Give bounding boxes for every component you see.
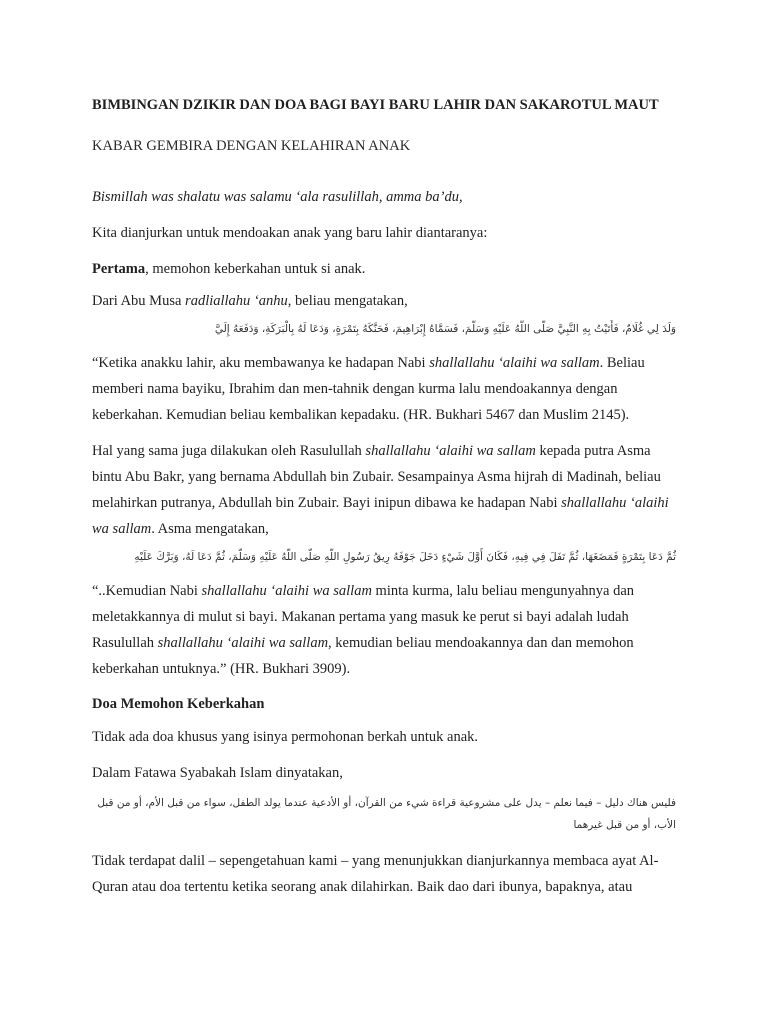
document-subtitle: KABAR GEMBIRA DENGAN KELAHIRAN ANAK xyxy=(92,138,411,154)
quote-1-salawat: shallallahu ‘alaihi wa sallam xyxy=(429,355,600,371)
opening-text: Bismillah was shalatu was salamu ‘ala rasulillah, amma ba’du, xyxy=(92,189,463,205)
quote-2-salawat-2: shallallahu ‘alaihi wa sallam xyxy=(157,635,329,651)
arabic-fatwa: فليس هناك دليل – فيما نعلم – يدل على مشروعية قراءة شيء من القرآن، أو الأدعية عندما يولد الطفل، سواء من قبل الأم، أو من قبل الأب، أو من قبل غيرهما xyxy=(97,797,676,831)
quote-2-paragraph xyxy=(92,578,676,682)
document-title: BIMBINGAN DZIKIR DAN DOA BAGI BAYI BARU LAHIR DAN SAKAROTUL MAUT xyxy=(92,97,659,113)
quote-2-part-a: “..Kemudian Nabi xyxy=(92,583,202,599)
quote-2-part-c: minta kurma, lalu beliau mengunyahnya dan meletakkannya di mulut si bayi. Makanan pertama yang masuk ke perut si bayi adalah ludah Rasulullah xyxy=(92,583,635,651)
asma-salawat-2: shallallahu ‘alaihi wa sallam xyxy=(92,495,669,537)
quote-1-paragraph xyxy=(92,350,676,428)
quote-2-part-e: , kemudian beliau mendoakannya dan dan memohon keberkahan untuknya.” (HR. Bukhari 3909). xyxy=(92,635,634,677)
pertama-paragraph xyxy=(92,256,676,282)
no-specific-paragraph: Tidak ada doa khusus yang isinya permohonan berkah untuk anak. xyxy=(92,729,479,745)
quote-1-part-a: “Ketika anakku lahir, aku membawanya ke hadapan Nabi xyxy=(92,355,430,371)
quote-1-part-c: . Beliau memberi nama bayiku, Ibrahim dan men-tahnik dengan kurma lalu mendoakannya dengan keberkahan. Kemudian beliau kembalikan kepadaku. (HR. Bukhari 5467 dan Muslim 2145). xyxy=(92,355,645,423)
fatawa-paragraph: Dalam Fatawa Syabakah Islam dinyatakan, xyxy=(92,765,343,781)
asma-salawat-1: shallallahu ‘alaihi wa sallam xyxy=(365,443,536,459)
asma-part-c: kepada putra Asma bintu Abu Bakr, yang bernama Abdullah bin Zubair. Sesampainya Asma hijrah di Madinah, beliau melahirkan putranya, Abdullah bin Zubair. Bayi inipun dibawa ke hadapan Nabi xyxy=(92,443,661,511)
quote-2-salawat-1: shallallahu ‘alaihi wa sallam xyxy=(201,583,372,599)
asma-part-a: Hal yang sama juga dilakukan oleh Rasulullah xyxy=(92,443,366,459)
abu-musa-honorific: radliallahu ‘anhu xyxy=(185,293,288,309)
intro-paragraph: Kita dianjurkan untuk mendoakan anak yang baru lahir diantaranya: xyxy=(92,225,488,241)
opening-line xyxy=(92,184,676,210)
abu-musa-paragraph xyxy=(92,288,676,314)
pertama-text: , memohon keberkahan untuk si anak. xyxy=(145,261,366,277)
arabic-hadith-2: ثُمَّ دَعَا بِتَمْرَةٍ فَمَضَغَهَا، ثُمَّ تَفَلَ فِي فِيهِ، فَكَانَ أَوَّلَ شَيْءٍ دَخَلَ جَوْفَهُ رِيقُ رَسُولِ اللَّهِ صَلَّى اللَّهُ عَلَيْهِ وَسَلَّمَ، ثُمَّ دَعَا لَهُ، وَبَرَّكَ عَلَيْهِ xyxy=(134,551,676,563)
pertama-label: Pertama xyxy=(92,261,146,277)
abu-musa-post: , beliau mengatakan, xyxy=(287,293,408,309)
asma-part-e: . Asma mengatakan, xyxy=(151,521,269,537)
arabic-hadith-1: وَلَدَ لِي غُلَامٌ، فَأَتَيْتُ بِهِ النَّبِيَّ صَلَّى اللَّهُ عَلَيْهِ وَسَلَّمَ، فَسَمَّاهُ إِبْرَاهِيمَ، فَحَنَّكَهُ بِتَمْرَةٍ، وَدَعَا لَهُ بِالْبَرَكَةِ، وَدَفَعَهُ إِلَيَّ xyxy=(214,323,676,335)
asma-paragraph xyxy=(92,438,676,542)
section-heading: Doa Memohon Keberkahan xyxy=(92,696,265,712)
abu-musa-pre: Dari Abu Musa xyxy=(92,293,186,309)
closing-paragraph: Tidak terdapat dalil – sepengetahuan kami – yang menunjukkan dianjurkannya membaca ayat Al-Quran atau doa tertentu ketika seorang anak dilahirkan. Baik dao dari ibunya, bapaknya, atau xyxy=(92,853,659,895)
